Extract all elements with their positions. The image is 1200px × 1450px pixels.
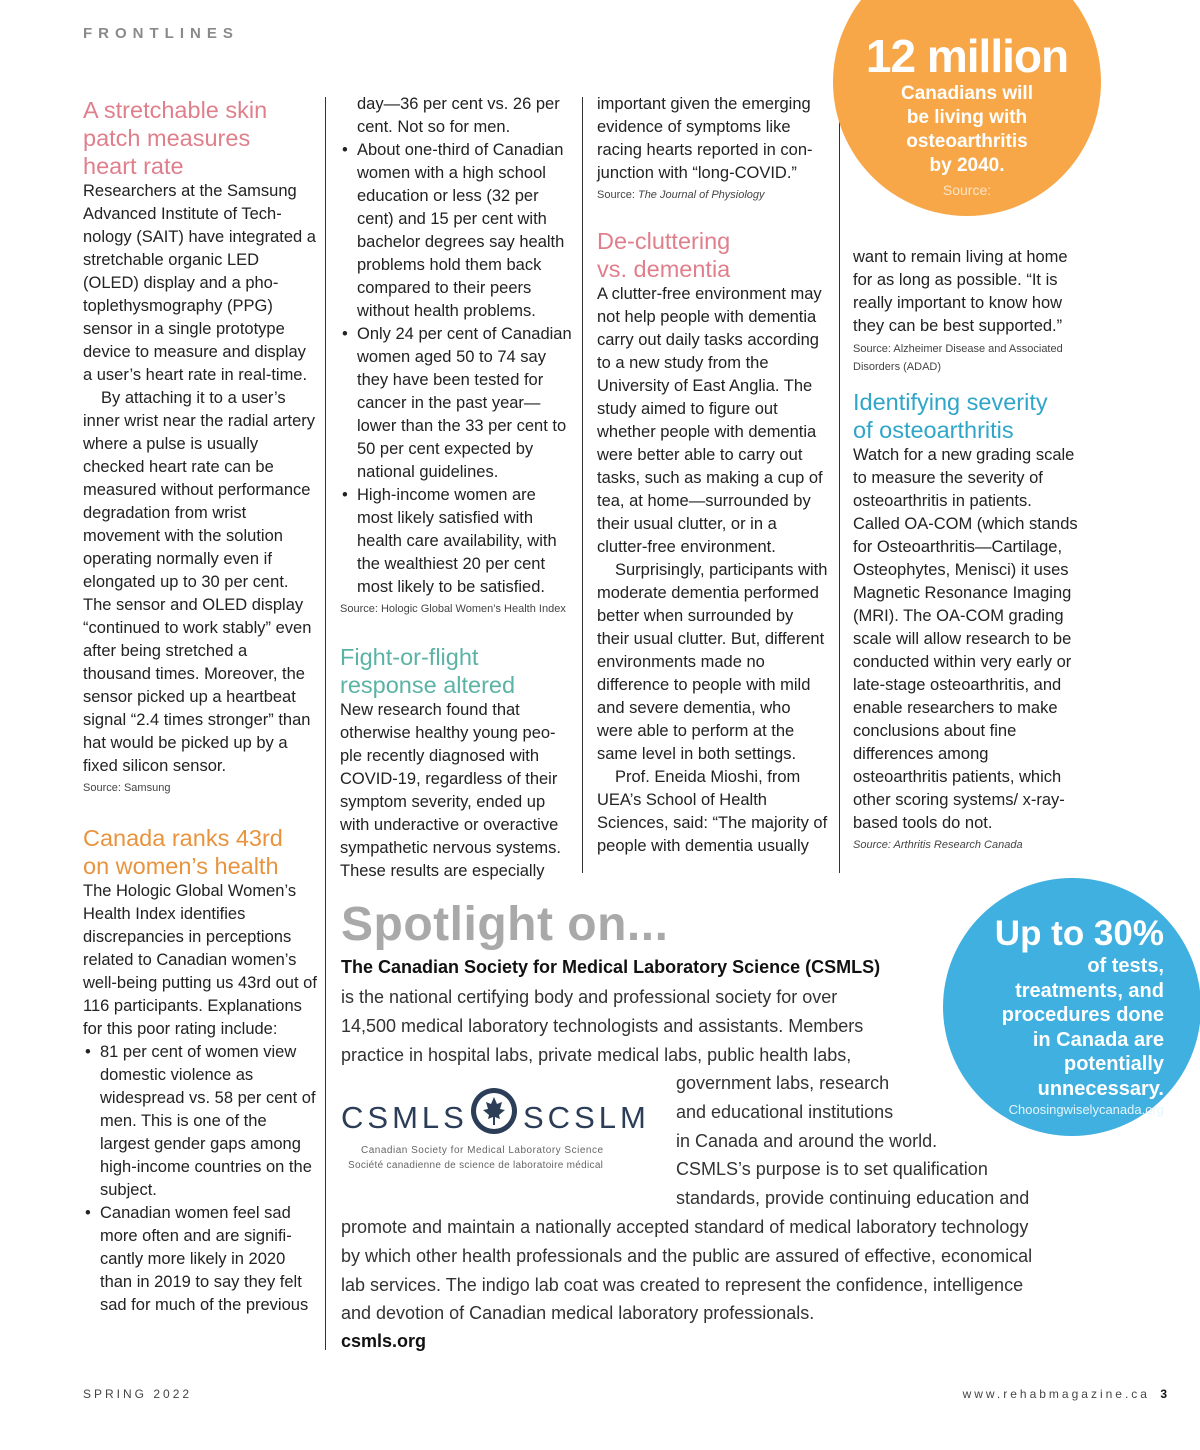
csmls-link[interactable]: csmls.org xyxy=(341,1331,427,1351)
column-divider xyxy=(839,97,840,873)
decluttering-paragraph-1: A clutter-free environment may not help people with dementia carry out daily tasks according to a new study from the University of East Anglia. The study aimed to figure out whether people with dementia were better able to carry out tasks, such as making a cup of tea, at home—surrounded by their usual clutter, or in a clutter-free environment. xyxy=(597,285,823,556)
decluttering-continued: want to remain living at home for as long as possible. “It is really important to know how they can be best supported.” xyxy=(853,248,1068,335)
decluttering-paragraph-2: Surprisingly, participants with moderate dementia performed better when surrounded by their usual clutter. But, different environments made no difference to people with mild and severe dementia, who were able to perform at the same level in both settings. xyxy=(597,561,828,763)
column-2 xyxy=(340,93,572,883)
spotlight-title: Spotlight on... xyxy=(341,898,669,951)
list-item: • High-income women are most likely satisfied with health care availability, with the wealthiest 20 per cent most likely to be satisfied. xyxy=(340,484,572,599)
fight-or-flight-paragraph: New research found that otherwise healthy young peo-ple recently diagnosed with COVID-19, regardless of their symptom severity, ended up with underactive or overactive sympathetic nervous systems. These results are especially xyxy=(340,701,561,880)
womens-health-continued: day—36 per cent vs. 26 per cent. Not so for men. xyxy=(357,95,560,136)
physiology-source: Source: The Journal of Physiology xyxy=(597,189,765,201)
article-heading-skin-patch: A stretchable skin patch measures heart rate xyxy=(83,97,268,179)
footer-website[interactable]: www.rehabmagazine.ca xyxy=(962,1387,1150,1401)
logo-subtitle-fr: Société canadienne de science de laboratoire médical xyxy=(348,1160,604,1171)
column-3 xyxy=(597,93,829,858)
stat-source: Source: xyxy=(942,182,992,198)
logo-text-right: SCSLM xyxy=(523,1100,650,1135)
skin-patch-source: Source: Samsung xyxy=(83,782,171,794)
list-item: • Canadian women feel sad more often and are signifi-cantly more likely in 2020 than in 2019 to say they felt sad for much of the previous xyxy=(83,1202,317,1317)
arthritis-source: Source: Arthritis Research Canada xyxy=(853,839,1023,851)
footer-right xyxy=(963,1387,1167,1401)
womens-health-bullets xyxy=(83,1041,317,1317)
article-heading-womens-health: Canada ranks 43rd on women’s health xyxy=(83,825,283,879)
spotlight-organization: The Canadian Society for Medical Laboratory Science (CSMLS) xyxy=(341,957,881,977)
alzheimer-source: Source: Alzheimer Disease and Associated Disorders (ADAD) xyxy=(853,343,1063,373)
fight-or-flight-continued: important given the emerging evidence of symptoms like racing hearts reported in con-junction with “long-COVID.” xyxy=(597,95,813,182)
column-divider xyxy=(325,97,326,1350)
csmls-logo xyxy=(341,1088,651,1178)
list-item: • About one-third of Canadian women with a high school education or less (32 per cent) and 15 per cent with bachelor degrees say health problems hold them back compared to their peers without health problems. xyxy=(340,139,572,323)
stat-circle-osteoarthritis xyxy=(833,0,1101,216)
stat-big-number: Up to 30% xyxy=(994,914,1164,953)
womens-health-bullets-continued xyxy=(340,139,572,599)
page-number: 3 xyxy=(1160,1387,1167,1401)
list-item: • 81 per cent of women view domestic violence as widespread vs. 58 per cent of men. This is one of the largest gender gaps among high-income countries on the subject. xyxy=(83,1041,317,1202)
article-heading-decluttering: De-cluttering vs. dementia xyxy=(597,228,731,282)
article-heading-osteoarthritis: Identifying severity of osteoarthritis xyxy=(853,389,1048,443)
logo-subtitle-en: Canadian Society for Medical Laboratory Science xyxy=(361,1145,604,1156)
skin-patch-paragraph-2: By attaching it to a user’s inner wrist near the radial artery where a pulse is usually checked heart rate can be measured without performance degradation from wrist movement with the solution operating normally even if elongated up to 30 per cent. The sensor and OLED display “continued to work stably” even after being stretched a thousand times. Moreover, the sensor picked up a heartbeat signal “2.4 times stronger” than hat would be picked up by a fixed silicon sensor. xyxy=(83,389,316,775)
logo-text-left: CSMLS xyxy=(341,1100,468,1135)
list-item: • Only 24 per cent of Canadian women aged 50 to 74 say they have been tested for cancer in the past year—lower than the 33 per cent to 50 per cent expected by national guidelines. xyxy=(340,323,572,484)
stat-big-number: 12 million xyxy=(865,30,1069,82)
spotlight-text-bottom: promote and maintain a nationally accepted standard of medical laboratory technology by which other health professionals and the public are assured of effective, economical lab services. The indigo lab coat was created to represent the confidence, intelligence and devotion of Canadian medical laboratory professionals. xyxy=(341,1217,1033,1324)
spotlight-text-top: is the national certifying body and professional society for over 14,500 medical laboratory technologists and assistants. Members practice in hospital labs, private medical labs, public health labs, xyxy=(341,987,864,1065)
section-label: FRONTLINES xyxy=(83,25,239,42)
stat-source: Choosingwiselycanada.org xyxy=(1008,1102,1164,1117)
womens-health-source: Source: Hologic Global Women’s Health Index xyxy=(340,603,566,615)
skin-patch-paragraph-1: Researchers at the Samsung Advanced Institute of Tech-nology (SAIT) have integrated a stretchable organic LED (OLED) display and a pho-toplethysmography (PPG) sensor in a single prototype device to measure and display a user’s heart rate in real-time. xyxy=(83,182,316,384)
column-4 xyxy=(853,246,1083,853)
osteoarthritis-paragraph: Watch for a new grading scale to measure the severity of osteoarthritis in patients. Called OA-COM (which stands for Osteoarthritis—Cartilage, Osteophytes, Menisci) it uses Magnetic Resonance Imaging (MRI). The OA-COM grading scale will allow research to be conducted within very early or late-stage osteoarthritis, and enable researchers to make conclusions about fine differences among osteoarthritis patients, which other scoring systems/ x-ray-based tools do not. xyxy=(853,446,1078,832)
column-1 xyxy=(83,96,317,1317)
stat-description: Canadians will be living with osteoarthritis by 2040. xyxy=(901,83,1033,176)
column-divider xyxy=(582,97,583,873)
spotlight-text-right: government labs, research and educational institutions in Canada and around the world. CSMLS’s purpose is to set qualification standards, provide continuing education and xyxy=(676,1073,1030,1209)
stat-description: of tests, treatments, and procedures done in Canada are potentially unnecessary. xyxy=(1001,955,1164,1100)
maple-leaf-icon xyxy=(471,1088,517,1134)
womens-health-paragraph: The Hologic Global Women’s Health Index identifies discrepancies in perceptions related to Canadian women’s well-being putting us 43rd out of 116 participants. Explanations for this poor rating include: xyxy=(83,882,317,1038)
footer-issue: SPRING 2022 xyxy=(83,1387,193,1401)
stat-circle-unnecessary-tests xyxy=(943,878,1200,1136)
decluttering-paragraph-3: Prof. Eneida Mioshi, from UEA’s School of Health Sciences, said: “The majority of people with dementia usually xyxy=(597,768,828,855)
article-heading-fight-or-flight: Fight-or-flight response altered xyxy=(340,644,516,698)
